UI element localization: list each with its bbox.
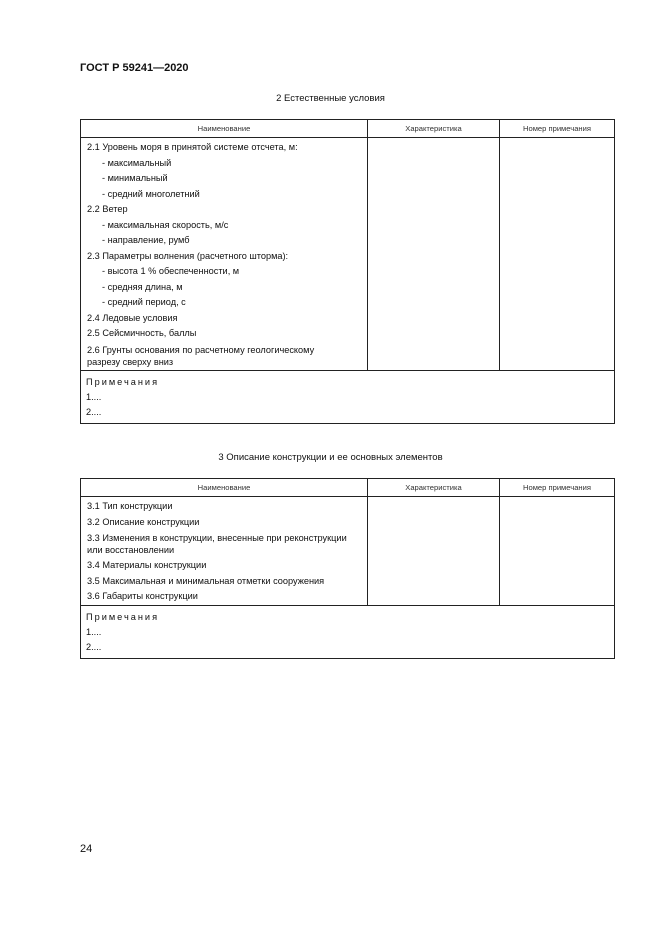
column-header-characteristic: Характеристика: [368, 479, 500, 497]
notes-cell: [81, 370, 615, 423]
note-item: 1....: [86, 626, 102, 637]
note-item: 1....: [86, 391, 102, 402]
natural-conditions-table: [80, 119, 615, 424]
table-row: 2.4 Ледовые условия: [87, 312, 178, 323]
table-row: 3.6 Габариты конструкции: [87, 591, 198, 601]
table-row: - высота 1 % обеспеченности, м: [102, 266, 240, 276]
characteristic-column-cell: [368, 138, 500, 371]
page-number: 24: [80, 843, 93, 855]
table-row: - средний многолетний: [102, 188, 200, 199]
notes-cell: [81, 605, 615, 658]
table-row: 3.2 Описание конструкции: [87, 516, 200, 527]
column-header-note-number: Номер примечания: [500, 479, 615, 497]
name-column-cell: [81, 497, 368, 606]
notes-label: Примечания: [86, 376, 160, 387]
table-row: - максимальная скорость, м/с: [102, 219, 229, 230]
table-row: 2.5 Сейсмичность, баллы: [87, 328, 197, 338]
column-header-name: Наименование: [81, 479, 368, 497]
characteristic-column-cell: [368, 497, 500, 606]
name-column-cell: [81, 138, 368, 371]
section-3-title: 3 Описание конструкции и ее основных элементов: [218, 452, 443, 463]
column-header-note-number: Номер примечания: [500, 120, 615, 138]
table-row: - максимальный: [102, 157, 172, 168]
column-header-name: Наименование: [81, 120, 368, 138]
table-row: 2.6 Грунты основания по расчетному геологическому разрезу сверху вниз: [87, 344, 315, 367]
note-item: 2....: [86, 406, 102, 417]
table-row: 3.4 Материалы конструкции: [87, 560, 207, 570]
table-row: 3.5 Максимальная и минимальная отметки сооружения: [87, 575, 325, 586]
table-row: - средняя длина, м: [102, 281, 183, 292]
table-row: - минимальный: [102, 173, 168, 183]
table-row: 2.3 Параметры волнения (расчетного шторма):: [87, 250, 289, 261]
structure-description-table: [80, 478, 615, 659]
section-2-title: 2 Естественные условия: [276, 93, 385, 104]
note-number-column-cell: [500, 497, 615, 606]
note-item: 2....: [86, 641, 102, 652]
notes-label: Примечания: [86, 611, 160, 622]
table-row: 3.1 Тип конструкции: [87, 501, 173, 511]
standard-designation: ГОСТ Р 59241—2020: [80, 62, 189, 74]
column-header-characteristic: Характеристика: [368, 120, 500, 138]
table-row: - средний период, с: [102, 297, 186, 307]
table-row: - направление, румб: [102, 235, 190, 245]
table-row: 3.3 Изменения в конструкции, внесенные при реконструкции или восстановлении: [87, 533, 347, 555]
table-row: 2.1 Уровень моря в принятой системе отсчета, м:: [87, 142, 298, 152]
note-number-column-cell: [500, 138, 615, 371]
table-row: 2.2 Ветер: [87, 204, 128, 214]
